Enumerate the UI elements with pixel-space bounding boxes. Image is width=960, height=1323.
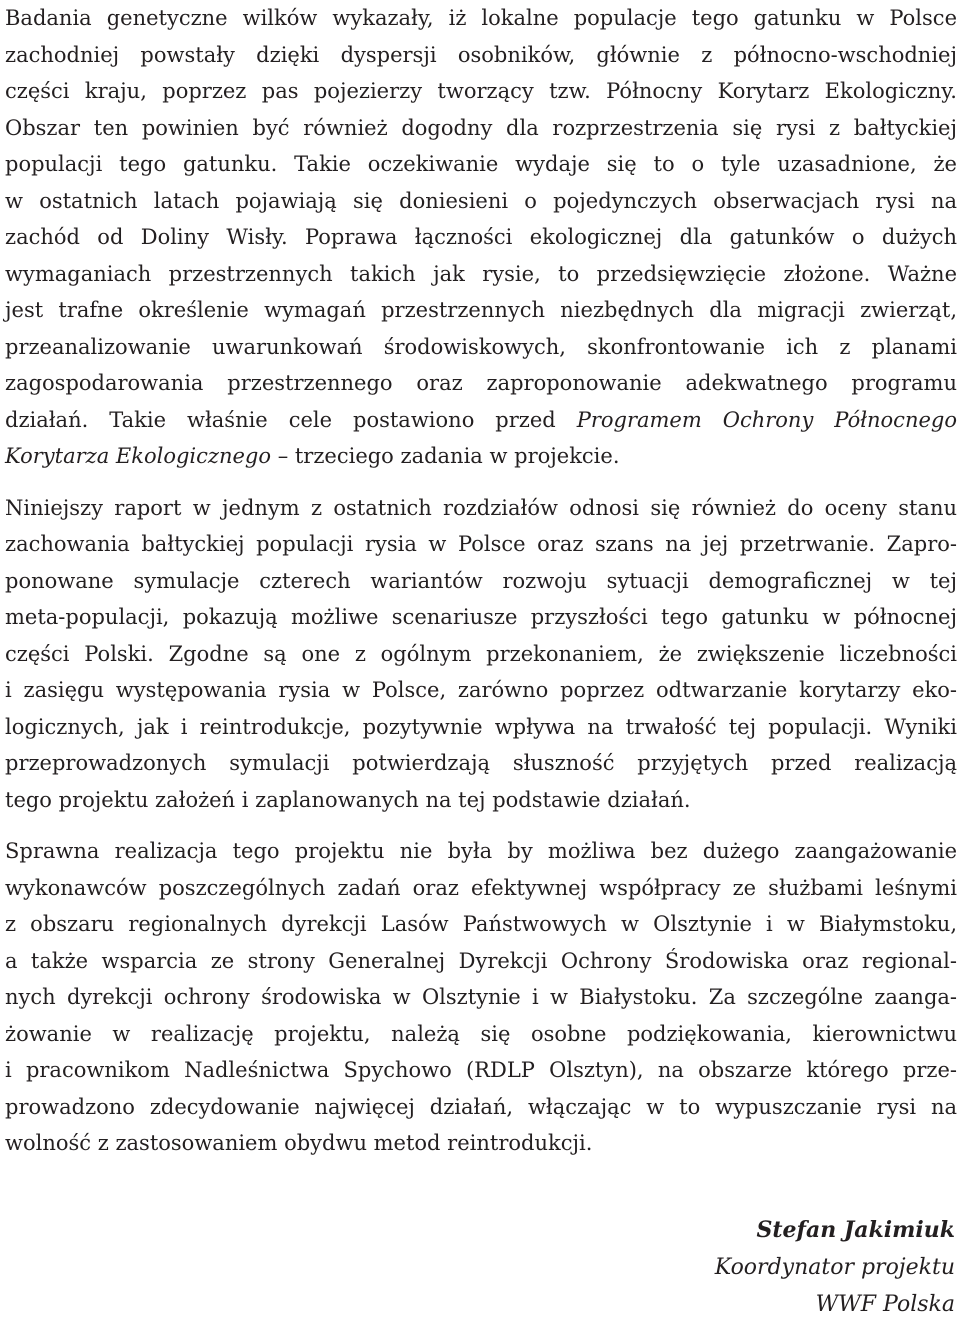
text-line: Obszar ten powinien być również dogodny dla rozprzestrzenia się rysi z bałtyckiej [5,115,957,140]
document-page [5,0,957,1162]
text-line: części Polski. Zgodne są one z ogólnym przekonaniem, że zwiększenie liczebności [5,641,957,666]
text-line: zachowania bałtyckiej populacji rysia w Polsce oraz szans na jej przetrwanie. Zapro- [5,532,957,556]
text-line: i pracownikom Nadleśnictwa Spychowo (RDLP Olsztyn), na obszarze którego prze- [5,1058,957,1082]
text-line: i zasięgu występowania rysia w Polsce, zarówno poprzez odtwarzanie korytarzy eko- [5,678,957,702]
paragraph-report [5,490,957,819]
signature-block [715,1212,955,1323]
text-line: tego projektu założeń i zaplanowanych na tej podstawie działań. [5,787,691,812]
text-line: wolność z zastosowaniem obydwu metod reintrodukcji. [5,1131,593,1155]
text-line: z obszaru regionalnych dyrekcji Lasów Państwowych w Olsztynie i w Białymstoku, [5,912,957,936]
text-line-with-italic-title: Korytarza Ekologicznego – trzeciego zadania w projekcie. [5,444,620,468]
program-title-italic: Korytarza Ekologicznego [5,444,272,468]
text-line-with-italic-title: działań. Takie właśnie cele postawiono przed Programem Ochrony Północnego [5,407,957,432]
text-line: zachód od Doliny Wisły. Poprawa łączności ekologicznej dla gatunków o dużych [5,225,957,249]
text-line: przeanalizowanie uwarunkowań środowiskowych, skonfrontowanie ich z planami [5,334,957,359]
text-line: populacji tego gatunku. Takie oczekiwanie wydaje się to o tyle uzasadnione, że [5,152,957,176]
text-line: zachodniej powstały dzięki dyspersji osobników, głównie z północno-wschodniej [5,42,957,67]
signature-name: Stefan Jakimiuk [756,1217,955,1243]
text-line: prowadzono zdecydowanie najwięcej działań, włączając w to wypuszczanie rysi na [5,1094,957,1119]
text-line: a także wsparcia ze strony Generalnej Dyrekcji Ochrony Środowiska oraz regional- [5,948,957,973]
signature-organization: WWF Polska [815,1292,955,1317]
program-title-italic: Programem Ochrony Północnego [576,407,957,432]
text-line: ponowane symulacje czterech wariantów rozwoju sytuacji demograficznej w tej [5,568,957,593]
signature-role: Koordynator projektu [714,1255,955,1280]
text-line: wymaganiach przestrzennych takich jak rysie, to przedsięwzięcie złożone. Ważne [5,261,957,286]
text-line: logicznych, jak i reintrodukcje, pozytywnie wpływa na trwałość tej populacji. Wyniki [5,714,957,739]
paragraph-acknowledgements [5,833,957,1162]
text-line: meta-populacji, pokazują możliwe scenariusze przyszłości tego gatunku w północnej [5,605,957,629]
text-line: przeprowadzonych symulacji potwierdzają słuszność przyjętych przed realizacją [5,751,957,775]
text-line: żowanie w realizację projektu, należą się osobne podziękowania, kierownictwu [5,1021,957,1046]
text-line: Niniejszy raport w jednym z ostatnich rozdziałów odnosi się również do oceny stanu [5,495,957,520]
text-line: nych dyrekcji ochrony środowiska w Olsztynie i w Białystoku. Za szczególne zaanga- [5,985,957,1009]
text-line: w ostatnich latach pojawiają się doniesieni o pojedynczych obserwacjach rysi na [5,188,957,213]
text-line: zagospodarowania przestrzennego oraz zaproponowanie adekwatnego programu [5,371,957,395]
text-line: Badania genetyczne wilków wykazały, iż lokalne populacje tego gatunku w Polsce [5,6,957,30]
text-line: części kraju, poprzez pas pojezierzy tworzący tzw. Północny Korytarz Ekologiczny. [5,79,957,103]
text-line: Sprawna realizacja tego projektu nie była by możliwa bez dużego zaangażowanie [5,839,957,863]
text-line: wykonawców poszczególnych zadań oraz efektywnej współpracy ze służbami leśnymi [5,875,957,900]
text-line: jest trafne określenie wymagań przestrzennych niezbędnych dla migracji zwierząt, [5,298,957,322]
paragraph-genetics [5,0,957,475]
